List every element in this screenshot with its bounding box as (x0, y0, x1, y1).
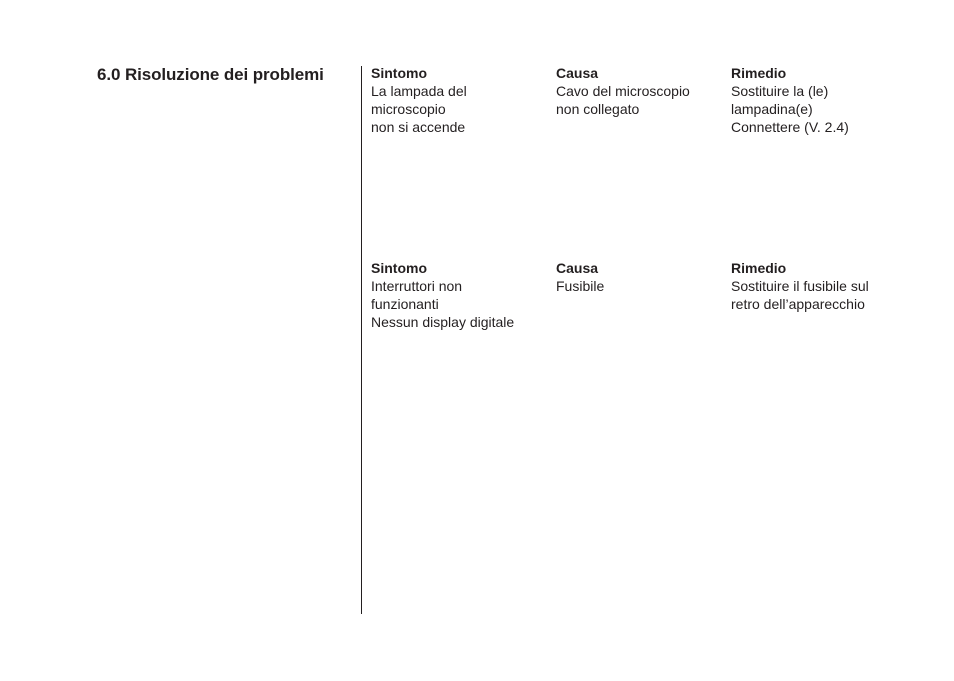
troubleshooting-row-2 (371, 259, 911, 339)
symptom-column (371, 64, 551, 136)
vertical-divider (361, 66, 362, 614)
symptom-line: La lampada del (371, 83, 467, 99)
remedy-line: Connettere (V. 2.4) (731, 119, 849, 135)
symptom-column (371, 259, 551, 331)
remedy-header: Rimedio (731, 260, 787, 276)
cause-column (556, 259, 721, 295)
symptom-line: microscopio (371, 101, 446, 117)
remedy-line: retro dell’apparecchio (731, 296, 865, 312)
cause-line: Fusibile (556, 278, 605, 294)
remedy-header: Rimedio (731, 65, 787, 81)
remedy-column (731, 259, 906, 313)
cause-line: Cavo del microscopio (556, 83, 690, 99)
remedy-line: Sostituire la (le) (731, 83, 829, 99)
symptom-header: Sintomo (371, 65, 427, 81)
troubleshooting-row-1 (371, 64, 911, 144)
symptom-line: Nessun display digitale (371, 314, 515, 330)
symptom-line: Interruttori non (371, 278, 463, 294)
cause-header: Causa (556, 260, 599, 276)
cause-line: non collegato (556, 101, 640, 117)
remedy-line: lampadina(e) (731, 101, 813, 117)
symptom-header: Sintomo (371, 260, 427, 276)
cause-header: Causa (556, 65, 599, 81)
symptom-line: non si accende (371, 119, 466, 135)
cause-column (556, 64, 721, 118)
section-title: 6.0 Risoluzione dei problemi (97, 65, 324, 84)
remedy-line: Sostituire il fusibile sul (731, 278, 869, 294)
symptom-line: funzionanti (371, 296, 439, 312)
remedy-column (731, 64, 906, 136)
